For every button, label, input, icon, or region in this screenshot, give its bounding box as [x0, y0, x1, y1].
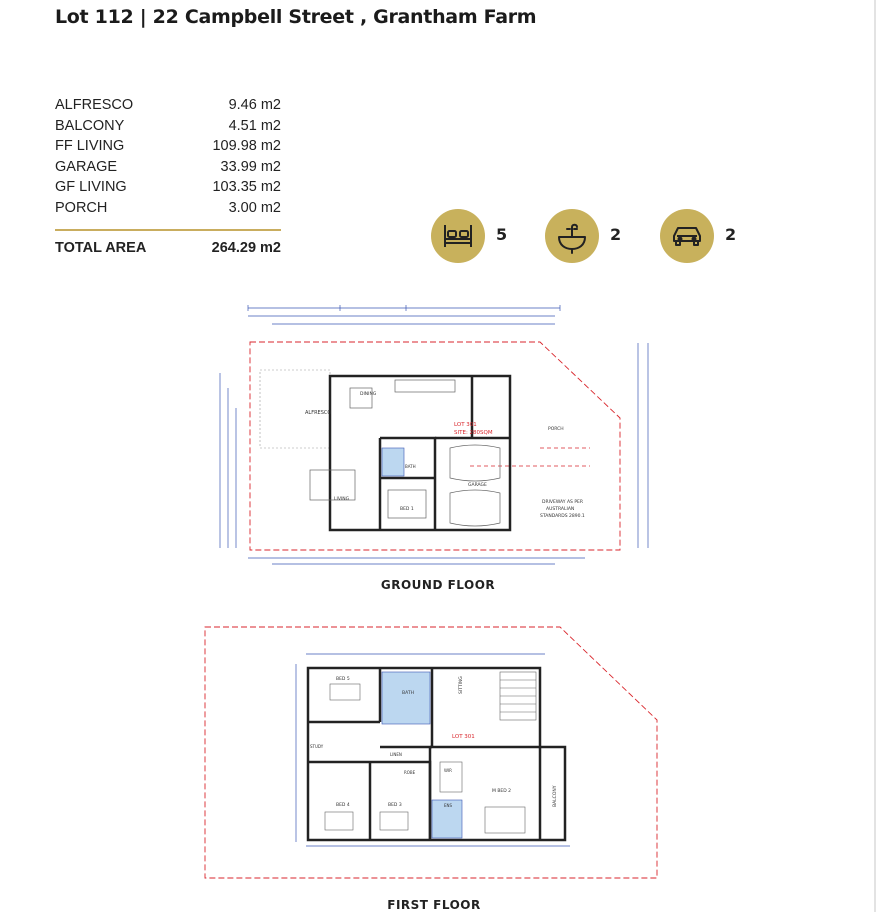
area-row [55, 159, 281, 180]
bed1-label: BED 1 [400, 507, 414, 512]
bedroom-count: 5 [496, 225, 508, 244]
site-area-label: SITE: 280SQM [454, 430, 493, 436]
bed5-label: BED 5 [336, 677, 350, 682]
ground-floor-label: GROUND FLOOR [380, 578, 496, 592]
car-icon [660, 209, 714, 263]
balcony-label: BALCONY [553, 785, 558, 807]
area-row [55, 200, 281, 221]
garage-label: GARAGE [468, 483, 487, 488]
car-space-count: 2 [725, 225, 737, 244]
ground-floor-plan [210, 298, 670, 570]
ens-label: ENS [444, 803, 453, 808]
area-value: 103.35 m2 [212, 179, 281, 196]
bed4-label: BED 4 [336, 803, 350, 808]
alfresco-label: ALFRESCO [305, 410, 332, 416]
ff-lot-label: LOT 301 [452, 734, 475, 740]
area-label: ALFRESCO [55, 97, 134, 113]
sitting-label: SITTING [459, 676, 464, 694]
mbed-label: M BED 2 [492, 789, 512, 794]
area-label: BALCONY [55, 117, 125, 134]
area-value: 33.99 m2 [220, 158, 281, 175]
area-row [55, 179, 281, 200]
area-value: 109.98 m2 [212, 138, 281, 155]
total-row [55, 240, 281, 256]
area-value: 9.46 m2 [228, 97, 281, 113]
area-value: 4.51 m2 [228, 117, 281, 134]
area-label: FF LIVING [55, 138, 125, 155]
wir-label: WIR [444, 768, 452, 773]
linen-label: LINEN [390, 752, 402, 757]
area-row [55, 118, 281, 139]
area-row [55, 138, 281, 159]
first-floor-label: FIRST FLOOR [387, 898, 481, 912]
ff-bath-label: BATH [402, 691, 414, 696]
area-label: PORCH [55, 199, 108, 216]
porch-label: PORCH [548, 427, 564, 432]
driveway-note-2: AUSTRALIAN [546, 507, 575, 512]
gf-bath-label: BATH [405, 464, 416, 469]
bed-icon [431, 209, 485, 263]
gf-lot-label: LOT 301 [454, 422, 477, 428]
dining-label: DINING [360, 392, 377, 397]
driveway-note-1: DRIVEWAY AS PER [542, 500, 584, 505]
first-floor-plan [200, 622, 670, 884]
total-divider [55, 229, 281, 231]
driveway-note-3: STANDARDS 2890.1 [540, 514, 585, 519]
area-schedule [55, 97, 281, 256]
area-label: GARAGE [55, 158, 118, 175]
area-row [55, 97, 281, 118]
robe-label: ROBE [404, 770, 416, 775]
area-value: 3.00 m2 [228, 199, 281, 216]
total-label: TOTAL AREA [55, 239, 147, 256]
living-label: LIVING [334, 497, 350, 502]
bed3-label: BED 3 [388, 803, 402, 808]
total-value: 264.29 m2 [211, 239, 281, 256]
bathroom-count: 2 [610, 225, 622, 244]
sink-icon [545, 209, 599, 263]
page-title: Lot 112 | 22 Campbell Street , Grantham Farm [55, 6, 537, 28]
study-label: STUDY [310, 744, 324, 749]
area-label: GF LIVING [55, 179, 127, 196]
